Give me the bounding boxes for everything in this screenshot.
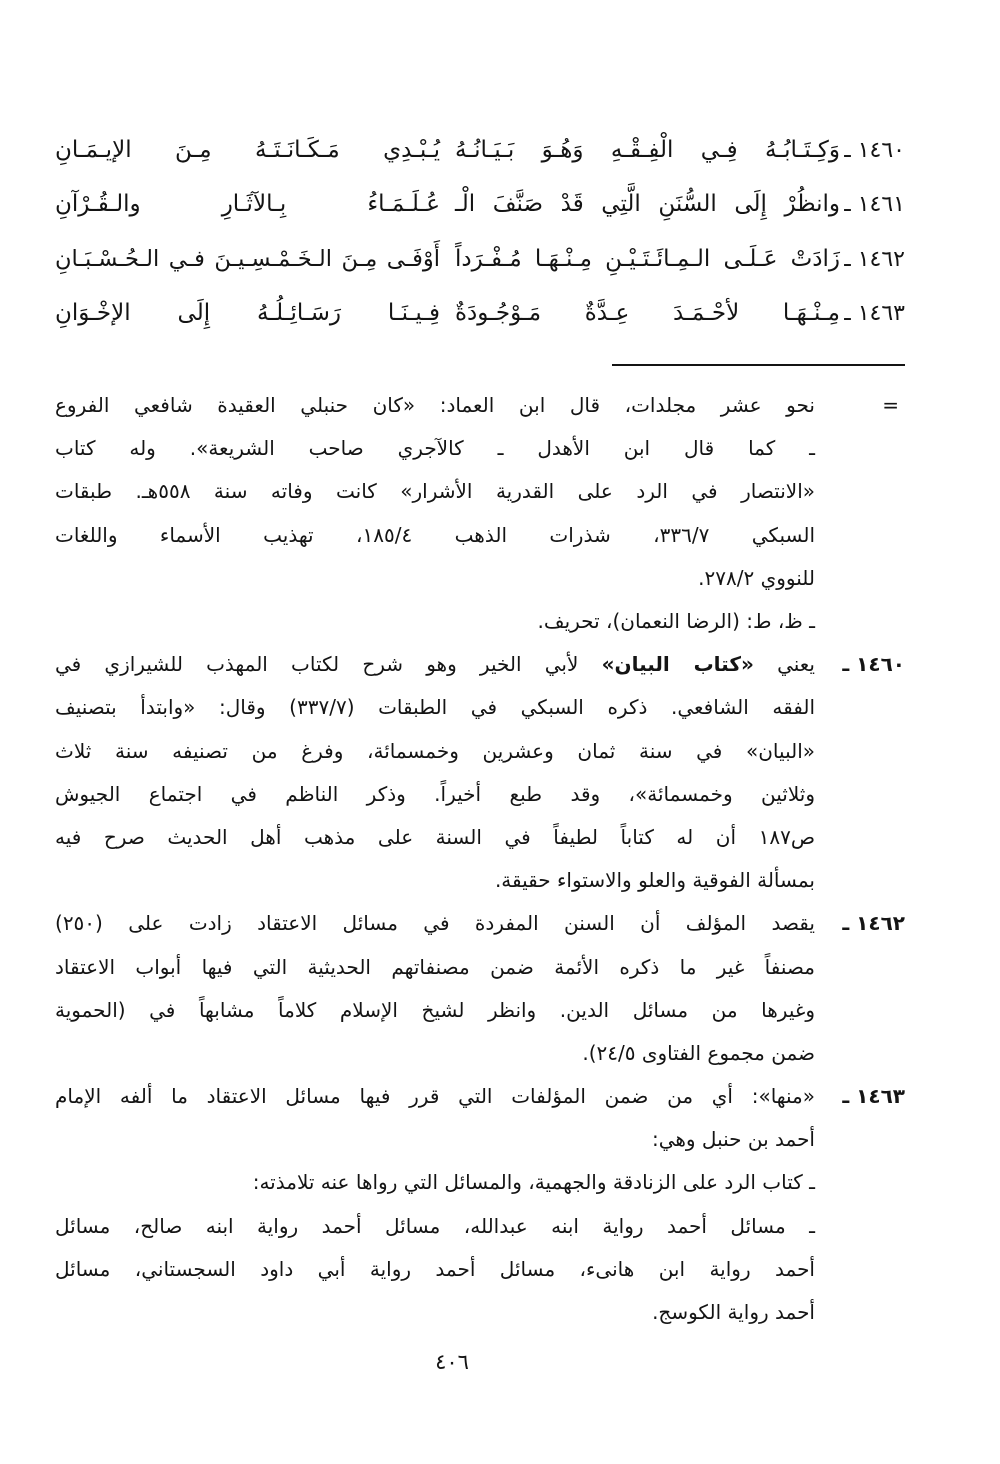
footnote-line [55,729,905,772]
first-hemistich: وَكِـتَـابُـهُ فِـي الْفِـقْـهِ وَهُـوَ بَـيَـانُـهُ [455,136,840,163]
footnote-text: نحو عشر مجلدات، قال ابن العماد: «كان حنبلي العقيدة شافعي الفروع [55,393,815,418]
verse-1461 [55,178,905,233]
footnote-text: «منها»: أي من ضمن المؤلفات التي قرر فيها مسائل الاعتقاد ما ألفه الإمام [55,1084,815,1109]
footnote-text: السبكي ٣٣٦/٧، شذرات الذهب ١٨٥/٤، تهذيب الأسماء واللغات [55,522,815,547]
footnote-line [55,1290,905,1333]
footnotes [55,384,905,1334]
footnote-number: ١٤٦٣ ـ [842,1084,905,1109]
footnote-line [55,513,905,556]
footnote-line [55,772,905,815]
footnote-line [55,427,905,470]
footnote-line [55,1161,905,1204]
masail-item: أحمد رواية الكوسج. [652,1300,815,1325]
first-hemistich: مِـنْـهَـا لأحْـمَـدَ عِـدَّةٌ مَـوْجُـودَةٌ [455,300,840,327]
poem-verses [55,123,905,341]
footnote-line [55,1118,905,1161]
footnote-text: «الانتصار في الرد على القدرية الأشرار» كانت وفاته سنة ٥٥٨هـ. طبقات [55,479,815,504]
footnote-text: أحمد بن حنبل وهي: [651,1127,815,1152]
page-number: ٤٠٦ [435,1350,469,1374]
footnote-text: مصنفاً غير ما ذكره الأئمة ضمن مصنفاتهم الحديثية التي فيها أبواب الاعتقاد [55,954,815,979]
footnote-text-part: يعني [753,652,815,677]
verse-number: ١٤٦١ ـ [844,192,905,218]
footnote-line [55,988,905,1031]
footnote-text: وثلاثين وخمسمائة»، وقد طبع أخيراً. وذكر الناظم في اجتماع الجيوش [55,781,815,806]
book-title-bold: «كتاب البيان» [601,652,754,677]
footnote-line [55,470,905,513]
footnote-separator [612,364,905,366]
footnote-1460 [55,643,905,686]
footnote-text: للنووي ٢٧٨/٢. [698,565,815,590]
verse-1462 [55,232,905,287]
continuation-mark: = [882,393,899,418]
footnote-line [55,859,905,902]
verse-number: ١٤٦٣ ـ [844,301,905,327]
first-hemistich: زَادَتْ عَـلَـى الـمِـائَـتَـيْـنِ مِـنْـهَـا مُـفْـرَداً [455,245,840,272]
second-hemistich: فِـيـنَـا رَسَـائِـلُـهُ إِلَى الإخْـوَانِ [55,300,440,327]
verse-1460 [55,123,905,178]
verse-1463 [55,287,905,342]
masail-item: أحمد رواية ابن هانىء، مسائل أحمد رواية أبي داود السجستاني، مسائل [55,1256,815,1281]
footnote-text [55,650,815,678]
footnote-text: ص١٨٧ أن له كتاباً لطيفاً في السنة على مذهب أهل الحديث صرح فيه [55,824,815,849]
footnote-text: ـ كما قال ابن الأهدل ـ كالآجري صاحب الشريعة». وله كتاب [55,436,815,461]
footnote-line [55,815,905,858]
footnote-text: «البيان» في سنة ثمان وعشرين وخمسمائة، وفرغ من تصنيفه سنة ثلاث [55,738,815,763]
footnote-line [55,1031,905,1074]
footnote-text: وغيرها من مسائل الدين. وانظر لشيخ الإسلام كلاماً مشابهاً في (الحموية [55,997,815,1022]
footnote-text-part: لأبي الخير وهو شرح لكتاب المهذب للشيرازي في [55,652,602,677]
verse-number: ١٤٦٢ ـ [844,246,905,272]
second-hemistich: يُـبْـدِي مَـكَـانَـتَـهُ مِـنَ الإيـمَـانِ [55,136,440,163]
variant-note: ـ ظ، ط: (الرضا النعمان)، تحريف. [537,609,815,634]
first-hemistich: وانظُرْ إِلَى السُّنَنِ الَّتِي قَدْ صَنَّفَ الْـ [455,191,840,218]
footnote-line [55,686,905,729]
footnote-1462 [55,902,905,945]
verse-number: ١٤٦٠ ـ [844,137,905,163]
footnote-line [55,1247,905,1290]
second-hemistich: أَوْفَـى مِـنَ الـخَـمْـسِـيـنَ فـي الـحُـسْـبَـانِ [55,246,440,273]
footnote-text: الفقه الشافعي. ذكره السبكي في الطبقات (٣٣٧/٧) وقال: «وابتدأ بتصنيف [55,695,815,720]
footnote-1463 [55,1075,905,1118]
footnote-number: ١٤٦٢ ـ [842,911,905,936]
footnote-line [55,599,905,642]
works-item: ـ كتاب الرد على الزنادقة والجهمية، والمسائل التي رواها عنه تلامذته: [252,1170,815,1195]
footnote-line [55,1204,905,1247]
footnote-text: ضمن مجموع الفتاوى ٢٤/٥). [582,1040,815,1065]
footnote-number: ١٤٦٠ ـ [842,652,905,677]
footnote-text: يقصد المؤلف أن السنن المفردة في مسائل الاعتقاد زادت على (٢٥٠) [55,911,815,936]
footnote-line [55,556,905,599]
footnote-text: بمسألة الفوقية والعلو والاستواء حقيقة. [494,868,815,893]
masail-item: ـ مسائل أحمد رواية ابنه عبدالله، مسائل أحمد رواية ابنه صالح، مسائل [55,1213,815,1238]
footnote-line [55,384,905,427]
footnote-line [55,945,905,988]
second-hemistich: عُـلَـمَـاءُ بِـالآثَـارِ والـقُـرْآنِ [55,191,440,218]
